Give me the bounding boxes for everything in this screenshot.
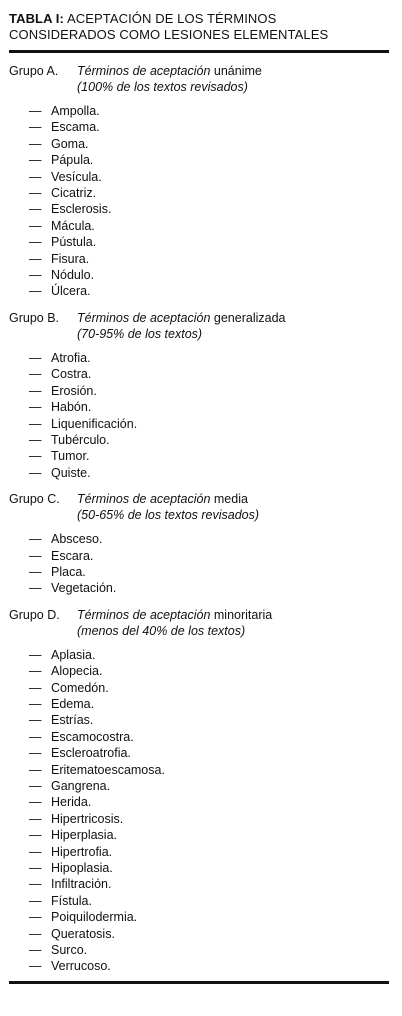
dash-bullet: —: [29, 120, 42, 135]
group-term-plain: minoritaria: [213, 607, 273, 622]
table-title: [9, 11, 389, 43]
term-text: Escama.: [51, 120, 100, 135]
term-text: Quiste.: [51, 465, 91, 480]
term-text: Pápula.: [51, 153, 94, 168]
dash-bullet: —: [29, 664, 42, 679]
term-text: Escara.: [51, 548, 94, 563]
term-text: Edema.: [51, 696, 95, 711]
list-item: [29, 531, 389, 547]
dash-bullet: —: [29, 680, 42, 695]
dash-bullet: —: [29, 383, 42, 398]
list-item: [29, 548, 389, 564]
group-section: [9, 491, 389, 597]
dash-bullet: —: [29, 465, 42, 480]
list-item: [29, 152, 389, 168]
bottom-rule: [9, 981, 389, 984]
table-title-line1: ACEPTACIÓN DE LOS TÉRMINOS: [66, 11, 277, 26]
group-subtitle: (menos del 40% de los textos): [77, 623, 246, 638]
dash-bullet: —: [29, 449, 42, 464]
dash-bullet: —: [29, 400, 42, 415]
list-item: [29, 234, 389, 250]
list-item: [29, 136, 389, 152]
dash-bullet: —: [29, 548, 42, 563]
group-label: Grupo B.: [9, 310, 60, 325]
list-item: [29, 844, 389, 860]
term-text: Surco.: [51, 943, 88, 958]
dash-bullet: —: [29, 779, 42, 793]
term-text: Hipertricosis.: [51, 811, 124, 826]
term-text: Úlcera.: [51, 284, 91, 299]
table-container: [9, 0, 389, 984]
group-term-plain: generalizada: [213, 310, 286, 325]
term-text: Hipertrofia.: [51, 844, 113, 859]
group-label: Grupo A.: [9, 64, 59, 78]
group-heading-text: [77, 310, 285, 326]
list-item: [29, 119, 389, 135]
list-item: [29, 827, 389, 843]
term-text: Herida.: [51, 795, 92, 810]
dash-bullet: —: [29, 202, 42, 217]
group-subtitle: (50-65% de los textos revisados): [77, 508, 260, 523]
dash-bullet: —: [29, 432, 42, 447]
list-item: [29, 103, 389, 119]
group-label: Grupo C.: [9, 492, 60, 507]
list-item: [29, 185, 389, 201]
term-text: Hipoplasia.: [51, 861, 113, 876]
term-text: Estrías.: [51, 713, 94, 728]
group-term-italic: Términos de aceptación: [77, 607, 211, 622]
group-term-plain: unánime: [213, 64, 262, 78]
group-heading-text: [77, 491, 248, 507]
list-item: [29, 860, 389, 876]
term-text: Vesícula.: [51, 169, 102, 184]
term-list: [9, 531, 389, 597]
list-item: [29, 942, 389, 958]
dash-bullet: —: [29, 729, 42, 744]
dash-bullet: —: [29, 861, 42, 876]
term-text: Mácula.: [51, 218, 95, 233]
term-list: [9, 103, 389, 300]
group-term-italic: Términos de aceptación: [77, 492, 211, 507]
list-item: [29, 366, 389, 382]
list-item: [29, 712, 389, 728]
list-item: [29, 465, 389, 481]
dash-bullet: —: [29, 416, 42, 431]
group-term-plain: media: [213, 492, 248, 507]
term-text: Tumor.: [51, 449, 90, 464]
list-item: [29, 680, 389, 696]
dash-bullet: —: [29, 811, 42, 826]
term-text: Nódulo.: [51, 268, 95, 283]
dash-bullet: —: [29, 959, 42, 974]
term-text: Escamocostra.: [51, 729, 134, 744]
term-list: [9, 350, 389, 481]
group-heading: [9, 310, 389, 326]
list-item: [29, 647, 389, 663]
group-section: [9, 310, 389, 481]
term-text: Escleroatrofia.: [51, 746, 131, 761]
list-item: [29, 811, 389, 827]
dash-bullet: —: [29, 367, 42, 382]
group-heading: [9, 607, 389, 623]
dash-bullet: —: [29, 268, 42, 283]
term-text: Atrofia.: [51, 350, 91, 365]
list-item: [29, 729, 389, 745]
dash-bullet: —: [29, 284, 42, 299]
group-heading: [9, 63, 389, 79]
list-item: [29, 218, 389, 234]
dash-bullet: —: [29, 251, 42, 266]
term-text: Eritematoescamosa.: [51, 762, 165, 777]
top-rule: [9, 50, 389, 53]
term-text: Gangrena.: [51, 779, 111, 793]
dash-bullet: —: [29, 153, 42, 168]
term-text: Habón.: [51, 400, 92, 415]
list-item: [29, 696, 389, 712]
group-heading: [9, 491, 389, 507]
term-text: Aplasia.: [51, 647, 96, 662]
term-text: Tubérculo.: [51, 432, 110, 447]
list-item: [29, 350, 389, 366]
term-text: Vegetación.: [51, 581, 117, 596]
dash-bullet: —: [29, 926, 42, 941]
list-item: [29, 663, 389, 679]
dash-bullet: —: [29, 795, 42, 810]
dash-bullet: —: [29, 169, 42, 184]
list-item: [29, 745, 389, 761]
list-item: [29, 201, 389, 217]
dash-bullet: —: [29, 877, 42, 892]
term-text: Verrucoso.: [51, 959, 111, 974]
term-text: Comedón.: [51, 680, 109, 695]
dash-bullet: —: [29, 218, 42, 233]
term-text: Queratosis.: [51, 926, 115, 941]
dash-bullet: —: [29, 564, 42, 579]
list-item: [29, 448, 389, 464]
table-title-line2: CONSIDERADOS COMO LESIONES ELEMENTALES: [9, 27, 329, 42]
term-text: Alopecia.: [51, 664, 103, 679]
dash-bullet: —: [29, 713, 42, 728]
term-text: Goma.: [51, 136, 89, 151]
dash-bullet: —: [29, 532, 42, 547]
list-item: [29, 399, 389, 415]
list-item: [29, 762, 389, 778]
group-heading-text: [77, 63, 262, 79]
list-item: [29, 564, 389, 580]
dash-bullet: —: [29, 186, 42, 201]
group-term-italic: Términos de aceptación: [77, 310, 211, 325]
list-item: [29, 383, 389, 399]
list-item: [29, 283, 389, 299]
dash-bullet: —: [29, 647, 42, 662]
term-text: Placa.: [51, 564, 86, 579]
term-text: Absceso.: [51, 532, 103, 547]
dash-bullet: —: [29, 696, 42, 711]
list-item: [29, 416, 389, 432]
group-subtitle: (70-95% de los textos): [77, 326, 203, 341]
term-text: Cicatriz.: [51, 186, 97, 201]
term-text: Liquenificación.: [51, 416, 138, 431]
dash-bullet: —: [29, 581, 42, 596]
term-text: Fístula.: [51, 893, 92, 908]
term-text: Erosión.: [51, 383, 97, 398]
dash-bullet: —: [29, 350, 42, 365]
term-list: [9, 647, 389, 975]
group-heading-text: [77, 607, 272, 623]
list-item: [29, 876, 389, 892]
list-item: [29, 432, 389, 448]
term-text: Ampolla.: [51, 104, 100, 118]
list-item: [29, 909, 389, 925]
term-text: Fisura.: [51, 251, 90, 266]
dash-bullet: —: [29, 943, 42, 958]
term-text: Infiltración.: [51, 877, 112, 892]
list-item: [29, 926, 389, 942]
term-text: Hiperplasia.: [51, 828, 118, 843]
dash-bullet: —: [29, 104, 42, 118]
dash-bullet: —: [29, 762, 42, 777]
group-term-italic: Términos de aceptación: [77, 64, 211, 78]
term-text: Costra.: [51, 367, 92, 382]
list-item: [29, 958, 389, 974]
list-item: [29, 794, 389, 810]
list-item: [29, 251, 389, 267]
table-label: TABLA I:: [9, 11, 64, 26]
group-section: [9, 63, 389, 300]
dash-bullet: —: [29, 844, 42, 859]
groups-list: [9, 63, 389, 975]
group-label: Grupo D.: [9, 607, 60, 622]
term-text: Esclerosis.: [51, 202, 112, 217]
dash-bullet: —: [29, 893, 42, 908]
group-section: [9, 607, 389, 975]
dash-bullet: —: [29, 235, 42, 250]
term-text: Pústula.: [51, 235, 97, 250]
list-item: [29, 893, 389, 909]
list-item: [29, 169, 389, 185]
term-text: Poiquilodermia.: [51, 910, 138, 925]
list-item: [29, 778, 389, 794]
list-item: [29, 267, 389, 283]
dash-bullet: —: [29, 136, 42, 151]
dash-bullet: —: [29, 828, 42, 843]
dash-bullet: —: [29, 746, 42, 761]
group-subtitle: (100% de los textos revisados): [77, 80, 248, 94]
dash-bullet: —: [29, 910, 42, 925]
list-item: [29, 580, 389, 596]
